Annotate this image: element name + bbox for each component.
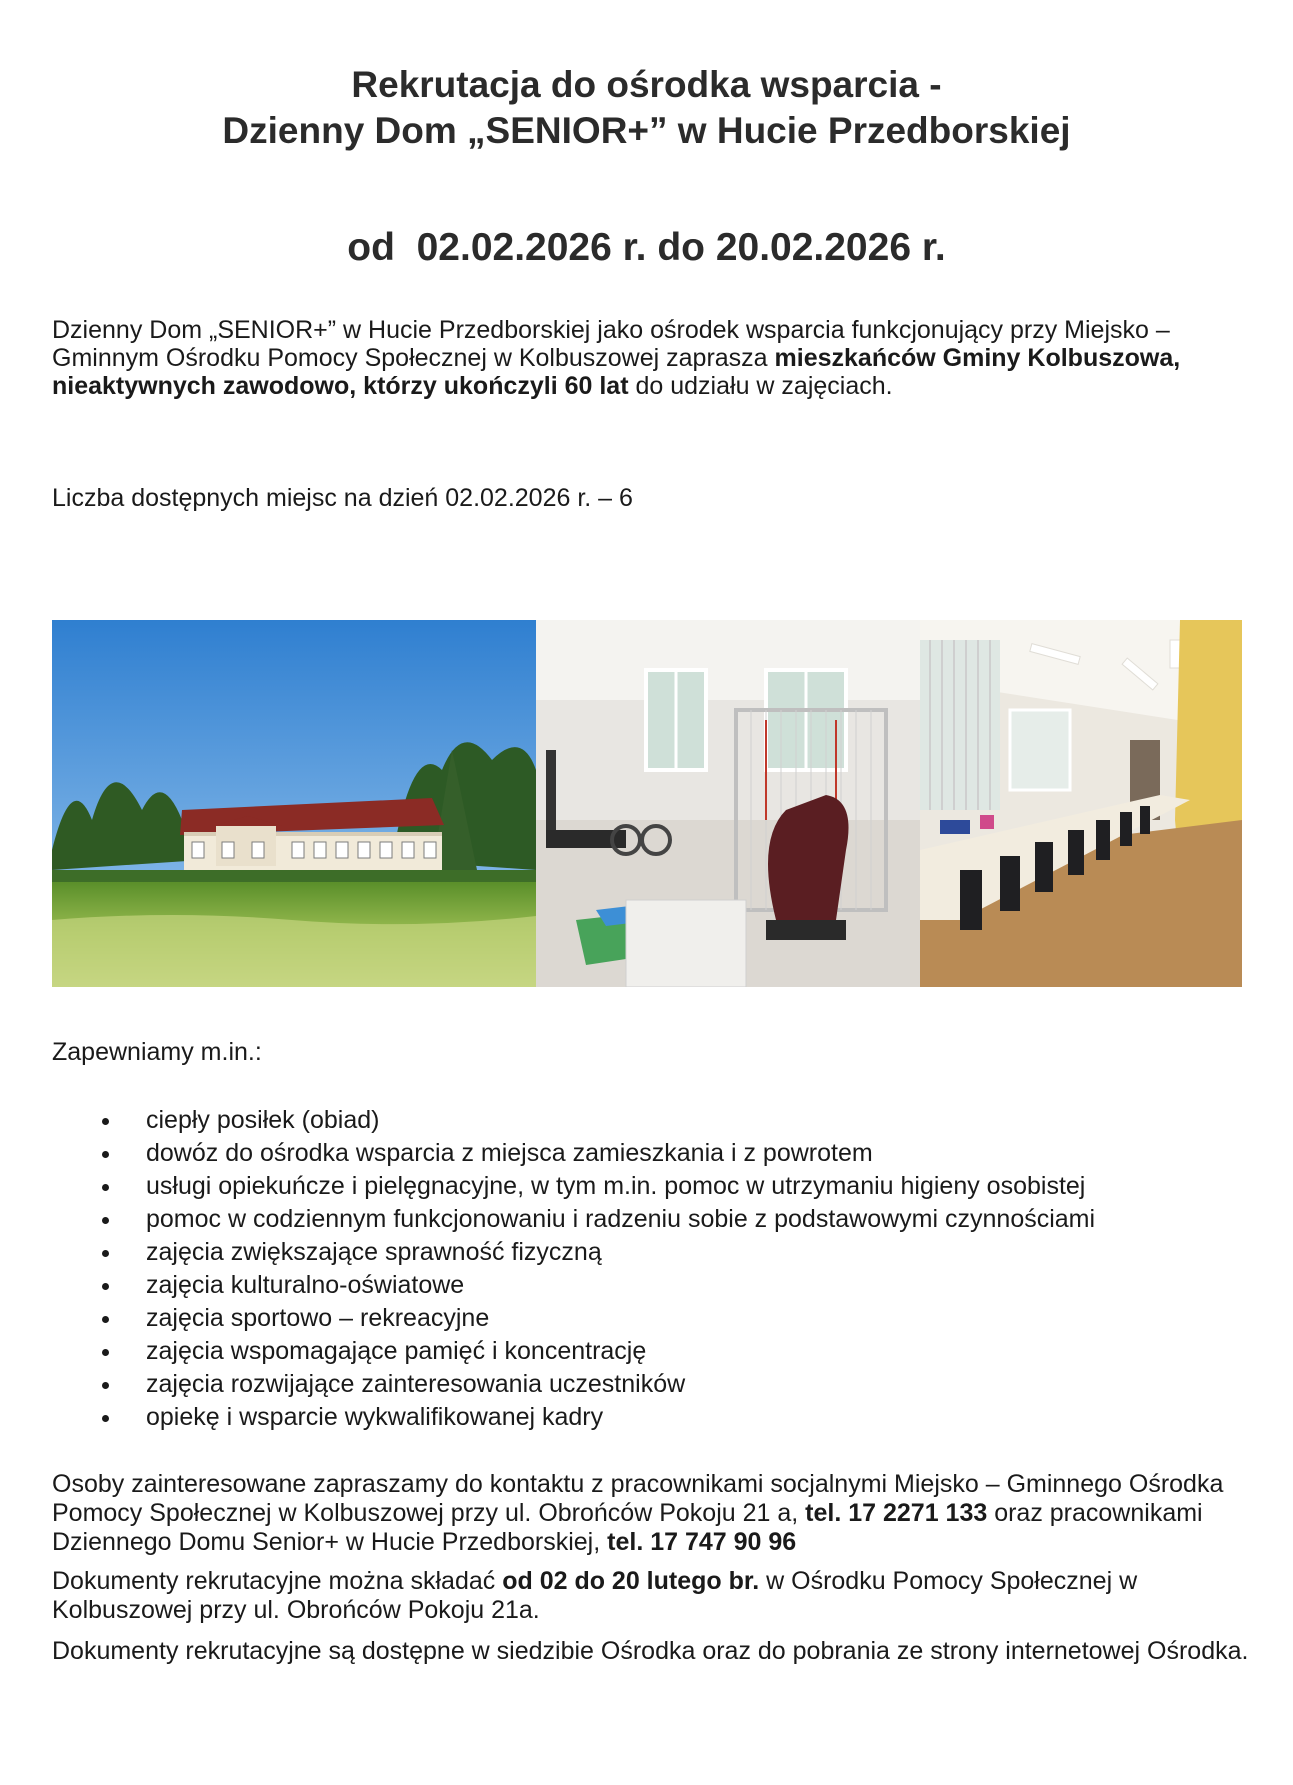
dining-room-photo: [920, 620, 1242, 987]
intro-target-group: mieszkańców Gminy Kolbuszowa, nieaktywnych zawodowo, którzy ukończyli 60 lat: [52, 344, 1181, 400]
list-item: pomoc w codziennym funkcjonowaniu i radzeniu sobie z podstawowymi czynnościami: [98, 1203, 1248, 1236]
contact-text-2: oraz pracownikami Dziennego Domu Senior+ w Hucie Przedborskiej,: [52, 1499, 1203, 1556]
list-item: usługi opiekuńcze i pielęgnacyjne, w tym m.in. pomoc w utrzymaniu higieny osobistej: [98, 1170, 1248, 1203]
intro-text-2: do udziału w zajęciach.: [628, 372, 893, 400]
title-line-2: Dzienny Dom „SENIOR+” w Hucie Przedborskiej: [222, 110, 1071, 151]
list-item: zajęcia sportowo – rekreacyjne: [98, 1302, 1248, 1335]
documents-paragraph: [52, 1567, 1252, 1625]
contact-paragraph: [52, 1470, 1252, 1557]
services-list: [98, 1104, 1248, 1434]
contact-text-1: Osoby zainteresowane zapraszamy do kontaktu z pracownikami socjalnymi Miejsko – Gminnego Ośrodka Pomocy Społecznej w Kolbuszowej przy ul. Obrońców Pokoju 21 a,: [52, 1470, 1224, 1527]
recruitment-date-range: od 02.02.2026 r. do 20.02.2026 r.: [347, 226, 946, 269]
intro-paragraph: [52, 316, 1252, 400]
available-seats: Liczba dostępnych miejsc na dzień 02.02.2026 r. – 6: [52, 484, 633, 512]
intro-text-1: Dzienny Dom „SENIOR+” w Hucie Przedborskiej jako ośrodek wsparcia funkcjonujący przy Miejsko – Gminnym Ośrodku Pomocy Społecznej w Kolbuszowej zaprasza: [52, 316, 1170, 372]
services-heading: Zapewniamy m.in.:: [52, 1038, 262, 1066]
documents-text-2: w Ośrodku Pomocy Społecznej w Kolbuszowej przy ul. Obrońców Pokoju 21a.: [52, 1567, 1138, 1624]
documents-dates: od 02 do 20 lutego br.: [502, 1567, 760, 1595]
documents-text-1: Dokumenty rekrutacyjne można składać: [52, 1567, 503, 1595]
page-title: [0, 62, 1293, 154]
gym-photo: [536, 620, 920, 987]
building-photo: [52, 620, 536, 987]
list-item: dowóz do ośrodka wsparcia z miejsca zamieszkania i z powrotem: [98, 1137, 1248, 1170]
title-line-1: Rekrutacja do ośrodka wsparcia -: [351, 64, 942, 105]
availability-paragraph: Dokumenty rekrutacyjne są dostępne w siedzibie Ośrodka oraz do pobrania ze strony internetowej Ośrodka.: [52, 1637, 1249, 1665]
list-item: zajęcia kulturalno-oświatowe: [98, 1269, 1248, 1302]
list-item: zajęcia zwiększające sprawność fizyczną: [98, 1236, 1248, 1269]
list-item: ciepły posiłek (obiad): [98, 1104, 1248, 1137]
contact-phone-1: tel. 17 2271 133: [805, 1499, 988, 1527]
list-item: opiekę i wsparcie wykwalifikowanej kadry: [98, 1401, 1248, 1434]
list-item: zajęcia wspomagające pamięć i koncentrację: [98, 1335, 1248, 1368]
contact-phone-2: tel. 17 747 90 96: [607, 1528, 797, 1556]
list-item: zajęcia rozwijające zainteresowania uczestników: [98, 1368, 1248, 1401]
photo-strip: [52, 620, 1242, 987]
